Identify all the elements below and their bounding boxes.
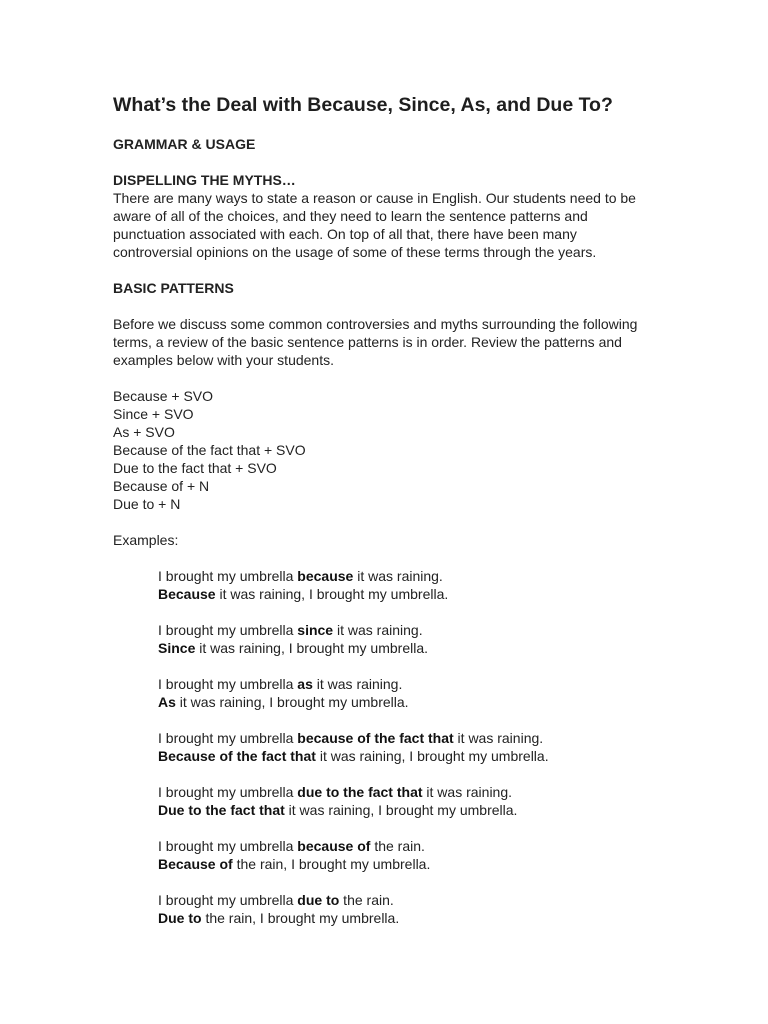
pattern-item: Due to + N: [113, 496, 181, 512]
basic-patterns-heading: BASIC PATTERNS: [113, 280, 234, 296]
example-group: [158, 837, 658, 873]
example-group: [158, 675, 658, 711]
example-sentence: I brought my umbrella due to the fact that it was raining.: [158, 784, 513, 800]
example-group: [158, 891, 658, 927]
example-sentence: Because of the rain, I brought my umbrella.: [158, 856, 431, 872]
basic-patterns-intro: Before we discuss some common controversies and myths surrounding the following terms, a review of the basic sentence patterns is in order. Review the patterns and examples below with your students.: [113, 316, 638, 368]
example-sentence: Due to the rain, I brought my umbrella.: [158, 910, 400, 926]
example-sentence: I brought my umbrella due to the rain.: [158, 892, 394, 908]
example-sentence: Because of the fact that it was raining, I brought my umbrella.: [158, 748, 549, 764]
pattern-item: As + SVO: [113, 424, 175, 440]
example-sentence: I brought my umbrella since it was raining.: [158, 622, 423, 638]
myths-paragraph: There are many ways to state a reason or cause in English. Our students need to be aware of all of the choices, and they need to learn the sentence patterns and punctuation associated with each. On top of all that, there have been many controversial opinions on the usage of some of these terms through the years.: [113, 190, 636, 260]
example-group: [158, 729, 658, 765]
document-page: [113, 93, 658, 945]
example-sentence: I brought my umbrella as it was raining.: [158, 676, 403, 692]
myths-heading: DISPELLING THE MYTHS…: [113, 172, 296, 188]
pattern-item: Due to the fact that + SVO: [113, 460, 277, 476]
pattern-item: Because of + N: [113, 478, 210, 494]
pattern-item: Because of the fact that + SVO: [113, 442, 306, 458]
examples-label: Examples:: [113, 532, 179, 548]
example-group: [158, 567, 658, 603]
example-sentence: As it was raining, I brought my umbrella.: [158, 694, 409, 710]
examples-list: [158, 567, 658, 927]
example-sentence: Because it was raining, I brought my umbrella.: [158, 586, 449, 602]
example-sentence: Since it was raining, I brought my umbrella.: [158, 640, 429, 656]
example-sentence: I brought my umbrella because of the fact that it was raining.: [158, 730, 544, 746]
pattern-item: Because + SVO: [113, 388, 214, 404]
example-sentence: Due to the fact that it was raining, I brought my umbrella.: [158, 802, 518, 818]
category-heading: GRAMMAR & USAGE: [113, 136, 256, 152]
example-sentence: I brought my umbrella because it was raining.: [158, 568, 443, 584]
document-title: What’s the Deal with Because, Since, As, and Due To?: [113, 94, 613, 116]
example-sentence: I brought my umbrella because of the rain.: [158, 838, 425, 854]
example-group: [158, 783, 658, 819]
pattern-list: [113, 387, 658, 513]
pattern-item: Since + SVO: [113, 406, 194, 422]
example-group: [158, 621, 658, 657]
